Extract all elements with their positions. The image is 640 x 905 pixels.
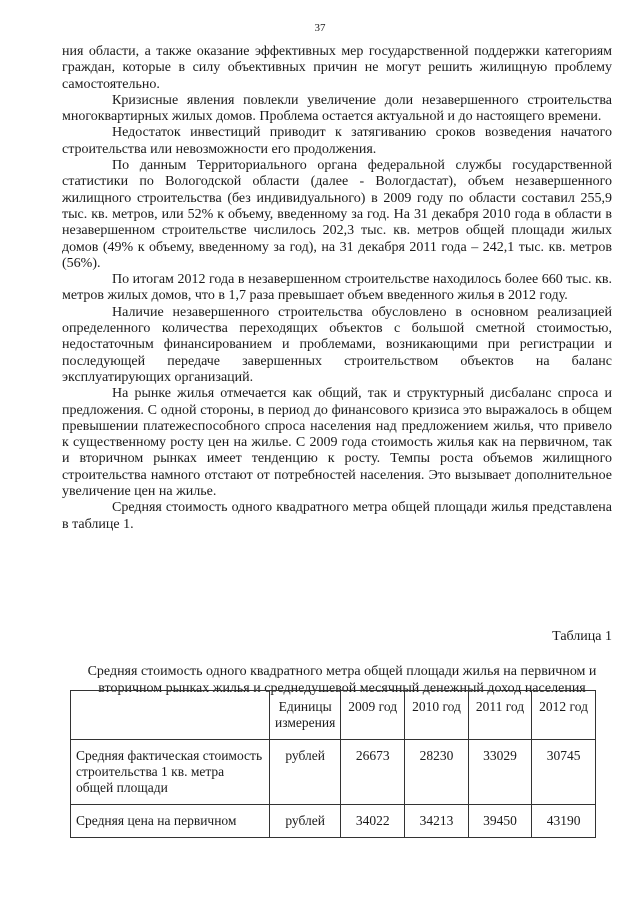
- paragraph: Недостаток инвестиций приводит к затягиванию сроков возведения начатого строительства или невозможности его продолжения.: [62, 125, 612, 157]
- value-cell: 34022: [341, 805, 405, 838]
- table-label: Таблица 1: [552, 629, 612, 644]
- table-caption: Средняя стоимость одного квадратного метра общей площади жилья на первичном и вторичном рынках жилья и среднедушевой месячный денежный доход населения: [87, 664, 597, 696]
- table-header-cell: 2011 год: [468, 691, 531, 740]
- table-header-cell: [71, 691, 270, 740]
- row-name-cell: Средняя фактическая стоимость строительства 1 кв. метра общей площади: [71, 740, 270, 805]
- paragraph: Наличие незавершенного строительства обусловлено в основном реализацией определенного количества переходящих объектов с большой сметной стоимостью, недостаточным финансированием и проблемами, возникающими при регистрации и последующей передаче завершенных строительством объектов на баланс эксплуатирующих организаций.: [62, 304, 612, 385]
- paragraph: По итогам 2012 года в незавершенном строительстве находилось более 660 тыс. кв. метров жилых домов, что в 1,7 раза превышает объем введенного жилья в 2012 году.: [62, 272, 612, 304]
- table-row: [71, 740, 596, 805]
- unit-cell: рублей: [270, 740, 341, 805]
- table-header-cell: 2009 год: [341, 691, 405, 740]
- value-cell: 39450: [468, 805, 531, 838]
- paragraph: По данным Территориального органа федеральной службы государственной статистики по Вологодской области (далее - Вологдастат), объем незавершенного жилищного строительства (без индивидуального) в 2009 году по области составил 255,9 тыс. кв. метров, или 52% к объему, введенному за год. На 31 декабря 2010 года в области в незавершенном строительстве числилось 202,3 тыс. кв. метров общей площади жилых домов (49% к объему, введенному за год), на 31 декабря 2011 года – 242,1 тыс. кв. метров (56%).: [62, 158, 612, 271]
- body-text: [62, 44, 612, 533]
- table-row: [71, 805, 596, 838]
- table-header-row: [71, 691, 596, 740]
- price-table: [70, 690, 596, 838]
- table-header-cell: Единицы измерения: [270, 691, 341, 740]
- unit-cell: рублей: [270, 805, 341, 838]
- paragraph: Кризисные явления повлекли увеличение доли незавершенного строительства многоквартирных жилых домов. Проблема остается актуальной и до настоящего времени.: [62, 92, 612, 125]
- value-cell: 43190: [532, 805, 596, 838]
- value-cell: 33029: [468, 740, 531, 805]
- page-number: 37: [314, 22, 326, 34]
- value-cell: 28230: [405, 740, 469, 805]
- value-cell: 30745: [532, 740, 596, 805]
- paragraph: На рынке жилья отмечается как общий, так и структурный дисбаланс спроса и предложения. С одной стороны, в период до финансового кризиса это выражалось в общем превышении платежеспособного спроса населения над предложением жилья, что привело к существенному росту цен на жилье. С 2009 года стоимость жилья как на первичном, так и вторичном рынках имеет тенденцию к росту. Темпы роста объемов жилищного строительства намного отстают от потребностей населения. Это вызывает дополнительное увеличение цен на жилье.: [62, 386, 612, 500]
- paragraph: Средняя стоимость одного квадратного метра общей площади жилья представлена в таблице 1.: [62, 500, 612, 532]
- table-header-cell: 2012 год: [532, 691, 596, 740]
- paragraph: ния области, а также оказание эффективных мер государственной поддержки категориям граждан, которые в силу объективных причин не могут решить жилищную проблему самостоятельно.: [62, 44, 612, 92]
- row-name-cell: Средняя цена на первичном: [71, 805, 270, 838]
- value-cell: 34213: [405, 805, 469, 838]
- table-header-cell: 2010 год: [405, 691, 469, 740]
- value-cell: 26673: [341, 740, 405, 805]
